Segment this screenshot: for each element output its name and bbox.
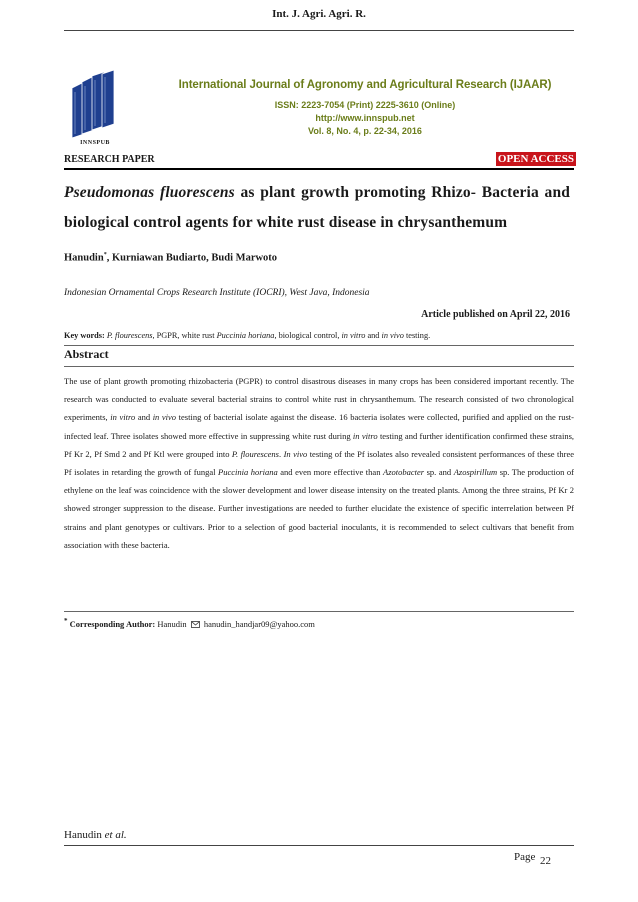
keyword-text: , biological control, — [274, 331, 342, 340]
abstract-divider — [64, 366, 574, 367]
abstract-text: The use of plant growth promoting rhizobacteria (PGPR) to control disastrous diseases in many crops has been considered important recently. The research was conducted to evaluate several bacterial strains to control white rust in chrysanthemum. The research consisted of two chronological experiments, in vitro and in vivo testing of bacterial isolate against the disease. 16 bacteria isolates were collected, purified and applied on the rust-infected leaf. Three isolates showed more effective in suppressing white rust during in vitro testing and further identification confirmed these strains, Pf Kr 2, Pf Smd 2 and Pf Ktl were grouped into P. flourescens. In vivo testing of the Pf isolates also revealed consistent performances of these three Pf isolates in retarding the growth of fungal Puccinia horiana and even more effective than Azotobacter sp. and Azospirillum sp. The production of ethylene on the leaf was coincidence with the slower development and lower disease intensity on the treated plants. Among the three strains, Pf Kr 2 showed stronger suppression to the disease. Further investigations are needed to further elucidate the existence of specific interrelation between Pf strains and plant genotypes or cultivars. Prior to a selection of good bacterial inoculants, it is recommended to select cultivars that benefit from association with these bacteria. — [64, 376, 575, 550]
header-divider — [64, 30, 574, 31]
envelope-icon — [191, 621, 200, 628]
corresponding-name: Hanudin — [157, 618, 187, 629]
author-list — [64, 252, 277, 264]
abstract-heading: Abstract — [64, 347, 109, 361]
paper-title — [64, 178, 570, 238]
corresponding-label: Corresponding Author: — [69, 618, 156, 629]
author-first: Hanudin — [64, 252, 104, 264]
keyword-invivo: in vivo — [381, 331, 404, 340]
running-head: Int. J. Agri. Agri. R. — [272, 8, 366, 20]
keyword-text: testing. — [403, 331, 431, 340]
footer-divider — [64, 845, 574, 846]
footer-author — [64, 829, 127, 841]
corresponding-mark: * — [103, 252, 107, 258]
open-access-badge: OPEN ACCESS — [497, 153, 574, 165]
corresponding-mark: * — [64, 617, 68, 625]
keyword-text: and — [365, 331, 382, 340]
author-rest: , Kurniawan Budiarto, Budi Marwoto — [106, 252, 278, 264]
title-line-3: chrysanthemum — [397, 214, 508, 231]
keyword-invitro: in vitro — [341, 331, 366, 340]
section-divider — [64, 168, 574, 170]
publication-date: Article published on April 22, 2016 — [421, 309, 570, 320]
title-line-2: Bacteria and biological control agents for white rust disease in — [64, 184, 570, 231]
page-label: Page — [514, 851, 536, 863]
innspub-logo — [66, 68, 124, 140]
abstract-end-divider — [64, 611, 574, 612]
journal-url[interactable]: http://www.innspub.net — [315, 113, 415, 123]
journal-title: International Journal of Agronomy and Agricultural Research (IJAAR) — [178, 79, 552, 91]
keywords — [64, 331, 574, 340]
title-species: Pseudomonas fluorescens — [64, 184, 235, 201]
footer-author-text: Hanudin et al. — [64, 829, 127, 841]
keywords-label: Key words: — [64, 331, 105, 340]
page-number: 22 — [540, 855, 551, 867]
logo-text: INNSPUB — [80, 140, 110, 146]
keyword-text: , PGPR, white rust — [152, 331, 217, 340]
corresponding-author — [64, 617, 315, 629]
journal-volume: Vol. 8, No. 4, p. 22-34, 2016 — [308, 126, 422, 136]
keywords-divider — [64, 345, 574, 346]
article-type-label: RESEARCH PAPER — [64, 154, 155, 165]
footer-etal: et al. — [104, 829, 127, 841]
corresponding-email[interactable]: hanudin_handjar09@yahoo.com — [203, 618, 315, 629]
keyword-species: P. flourescens — [106, 331, 153, 340]
title-line-1: as plant growth promoting Rhizo- — [234, 184, 477, 201]
keyword-pathogen: Puccinia horiana — [216, 331, 275, 340]
journal-issn: ISSN: 2223-7054 (Print) 2225-3610 (Online) — [274, 100, 456, 110]
affiliation: Indonesian Ornamental Crops Research Institute (IOCRI), West Java, Indonesia — [64, 288, 370, 298]
